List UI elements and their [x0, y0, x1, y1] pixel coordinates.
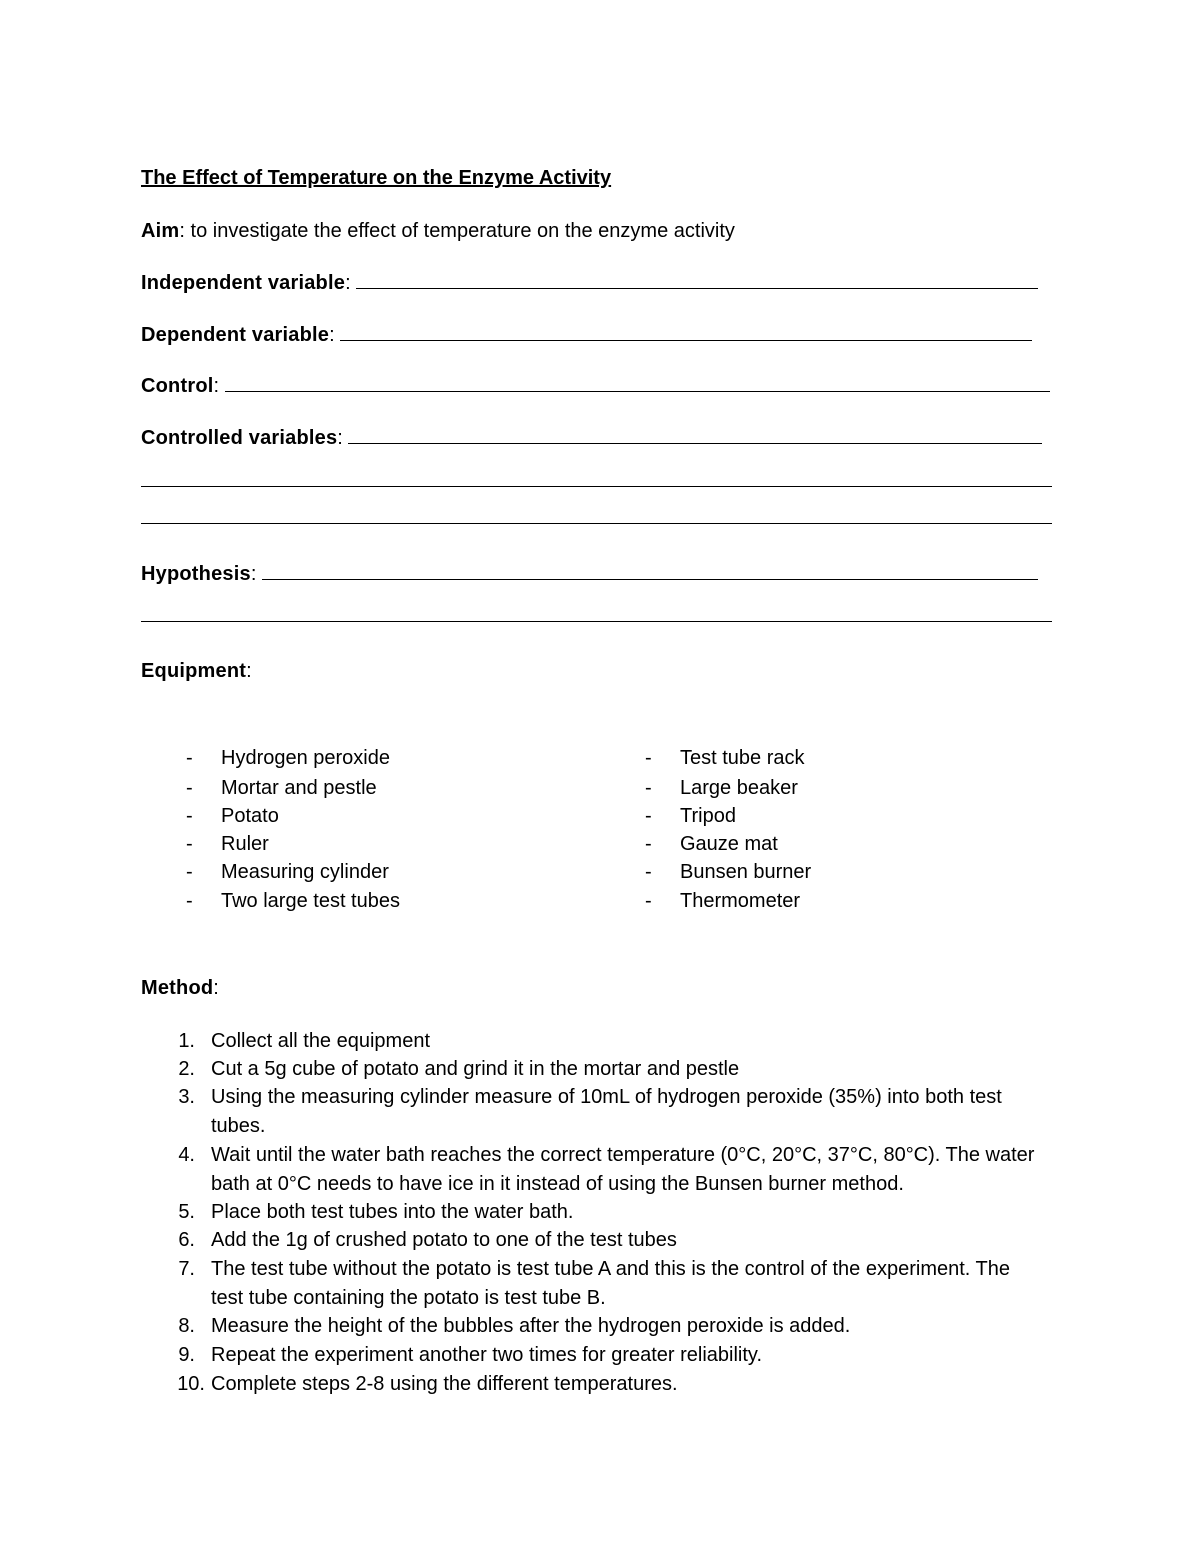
method-step: Cut a 5g cube of potato and grind it in the mortar and pestle: [211, 1058, 740, 1080]
equipment-item: Large beaker: [680, 777, 798, 799]
equipment-item: Ruler: [221, 833, 269, 855]
step-number: 10.: [177, 1373, 205, 1395]
method-step: Measure the height of the bubbles after the hydrogen peroxide is added.: [211, 1315, 851, 1337]
step-number: 2.: [178, 1058, 195, 1080]
equipment-label: Equipment: [141, 660, 247, 682]
bullet-dash: -: [645, 890, 652, 912]
bullet-dash: -: [645, 777, 652, 799]
step-number: 4.: [178, 1144, 195, 1166]
independent-variable-label: Independent variable: [141, 272, 346, 294]
aim-label: Aim: [141, 220, 180, 242]
control-blank[interactable]: [225, 374, 1050, 392]
step-number: 1.: [178, 1030, 195, 1052]
method-heading: [141, 976, 219, 1000]
controlled-variables-sep: :: [337, 427, 349, 449]
aim-text: to investigate the effect of temperature on the enzyme activity: [190, 220, 735, 242]
bullet-dash: -: [645, 861, 652, 883]
equipment-item: Tripod: [680, 805, 736, 827]
equipment-item: Bunsen burner: [680, 861, 812, 883]
dependent-variable-sep: :: [329, 324, 341, 346]
bullet-dash: -: [186, 805, 193, 827]
hypothesis-label: Hypothesis: [141, 563, 251, 585]
method-step: The test tube without the potato is test tube A and this is the control of the experiment. The test tube containing the potato is test tube B.: [211, 1258, 1011, 1309]
dependent-variable-label: Dependent variable: [141, 324, 330, 346]
controlled-variables-row: [141, 426, 1042, 450]
bullet-dash: -: [186, 833, 193, 855]
dependent-variable-row: [141, 323, 1032, 347]
control-sep: :: [213, 375, 225, 397]
independent-variable-blank[interactable]: [356, 271, 1038, 289]
independent-variable-row: [141, 271, 1038, 295]
method-step: Place both test tubes into the water bath.: [211, 1201, 574, 1223]
method-step: Wait until the water bath reaches the correct temperature (0°C, 20°C, 37°C, 80°C). The water bath at 0°C needs to have ice in it instead of using the Bunsen burner method.: [211, 1144, 1035, 1195]
bullet-dash: -: [645, 805, 652, 827]
method-sep: :: [213, 977, 219, 999]
method-label: Method: [141, 977, 214, 999]
equipment-item: Hydrogen peroxide: [221, 747, 390, 769]
hypothesis-sep: :: [250, 563, 262, 585]
controlled-variables-blank[interactable]: [348, 426, 1042, 444]
control-label: Control: [141, 375, 214, 397]
equipment-item: Two large test tubes: [221, 890, 400, 912]
equipment-item: Gauze mat: [680, 833, 778, 855]
equipment-item: Thermometer: [680, 890, 801, 912]
bullet-dash: -: [645, 833, 652, 855]
equipment-item: Measuring cylinder: [221, 861, 389, 883]
equipment-item: Potato: [221, 805, 279, 827]
step-number: 9.: [178, 1344, 195, 1366]
bullet-dash: -: [186, 777, 193, 799]
equipment-item: Mortar and pestle: [221, 777, 377, 799]
controlled-variables-line-2[interactable]: [141, 486, 1052, 487]
bullet-dash: -: [186, 861, 193, 883]
control-row: [141, 374, 1050, 398]
method-step: Using the measuring cylinder measure of 10mL of hydrogen peroxide (35%) into both test tubes.: [211, 1086, 1002, 1137]
hypothesis-row: [141, 562, 1038, 586]
method-step: Collect all the equipment: [211, 1030, 431, 1052]
method-step: Repeat the experiment another two times for greater reliability.: [211, 1344, 763, 1366]
hypothesis-blank[interactable]: [262, 562, 1038, 580]
controlled-variables-label: Controlled variables: [141, 427, 338, 449]
step-number: 3.: [178, 1086, 195, 1108]
equipment-item: Test tube rack: [680, 747, 805, 769]
step-number: 5.: [178, 1201, 195, 1223]
bullet-dash: -: [186, 747, 193, 769]
method-step: Complete steps 2-8 using the different temperatures.: [211, 1373, 678, 1395]
bullet-dash: -: [186, 890, 193, 912]
equipment-sep: :: [246, 660, 252, 682]
aim-row: [141, 219, 735, 243]
hypothesis-line-2[interactable]: [141, 621, 1052, 622]
step-number: 8.: [178, 1315, 195, 1337]
method-step: Add the 1g of crushed potato to one of the test tubes: [211, 1229, 677, 1251]
bullet-dash: -: [645, 747, 652, 769]
controlled-variables-line-3[interactable]: [141, 523, 1052, 524]
step-number: 6.: [178, 1229, 195, 1251]
step-number: 7.: [178, 1258, 195, 1280]
aim-sep: :: [179, 220, 191, 242]
independent-variable-sep: :: [345, 272, 357, 294]
page-title: The Effect of Temperature on the Enzyme Activity: [141, 167, 612, 189]
equipment-heading: [141, 659, 252, 683]
dependent-variable-blank[interactable]: [340, 323, 1032, 341]
